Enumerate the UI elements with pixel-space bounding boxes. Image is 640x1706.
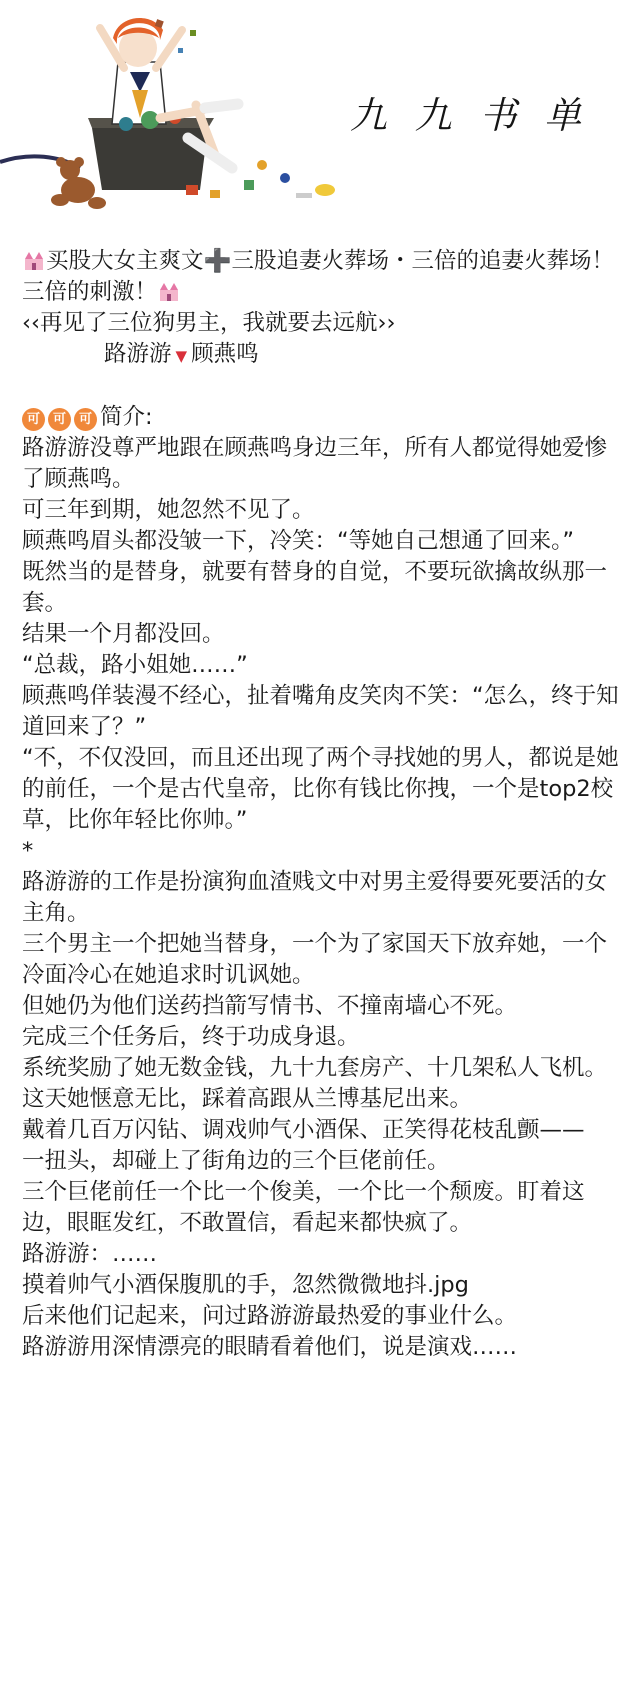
castle-icon bbox=[22, 248, 46, 272]
intro-paragraph: 路游游：…… bbox=[22, 1241, 158, 1267]
badge-icon: 可 bbox=[22, 408, 45, 431]
section-divider: * bbox=[22, 838, 34, 864]
intro-paragraph: 戴着几百万闪钻、调戏帅气小酒保、正笑得花枝乱颤—— bbox=[22, 1117, 585, 1143]
intro-paragraph: 可三年到期，她忽然不见了。 bbox=[22, 497, 315, 523]
intro-paragraph: 一扭头，却碰上了街角边的三个巨佬前任。 bbox=[22, 1148, 450, 1174]
intro-paragraph: 后来他们记起来，问过路游游最热爱的事业什么。 bbox=[22, 1303, 518, 1329]
intro-paragraph: 路游游的工作是扮演狗血渣贱文中对男主爱得要死要活的女主角。 bbox=[22, 869, 608, 926]
female-lead: 路游游 bbox=[104, 341, 172, 367]
intro-paragraph: “总裁，路小姐她……” bbox=[22, 652, 248, 678]
intro-label: 简介: bbox=[100, 404, 153, 430]
intro-heading bbox=[22, 402, 624, 433]
intro-paragraph: 但她仍为他们送药挡箭写情书、不撞南墙心不死。 bbox=[22, 993, 518, 1019]
brand-title: 九 九 书 单 bbox=[350, 94, 590, 137]
intro-paragraph: 三个巨佬前任一个比一个俊美，一个比一个颓废。盯着这边，眼眶发红，不敢置信，看起来都快疯了。 bbox=[22, 1179, 585, 1236]
header bbox=[0, 0, 640, 228]
heart-icon: ▼ bbox=[175, 347, 188, 365]
tagline-text: 买股大女主爽文➕三股追妻火葬场・三倍的追妻火葬场！三倍的刺激！ bbox=[22, 248, 615, 305]
tagline-line bbox=[22, 246, 624, 308]
book-card bbox=[22, 246, 624, 1363]
intro-paragraph: 既然当的是替身，就要有替身的自觉，不要玩欲擒故纵那一套。 bbox=[22, 559, 608, 616]
cartoon-illustration bbox=[0, 0, 350, 225]
intro-paragraph: 系统奖励了她无数金钱，九十九套房产、十几架私人飞机。 bbox=[22, 1055, 608, 1081]
intro-paragraph: 路游游用深情漂亮的眼睛看着他们，说是演戏…… bbox=[22, 1334, 518, 1360]
intro-paragraph: 摸着帅气小酒保腹肌的手，忽然微微地抖.jpg bbox=[22, 1272, 469, 1298]
leads-line bbox=[22, 339, 624, 372]
intro-paragraph: “不，不仅没回，而且还出现了两个寻找她的男人，都说是她的前任，一个是古代皇帝，比你有钱比你拽，一个是top2校草，比你年轻比你帅。” bbox=[22, 745, 619, 833]
intro-paragraph: 这天她惬意无比，踩着高跟从兰博基尼出来。 bbox=[22, 1086, 473, 1112]
intro-paragraph: 结果一个月都没回。 bbox=[22, 621, 225, 647]
intro-paragraph: 顾燕鸣佯装漫不经心，扯着嘴角皮笑肉不笑：“怎么，终于知道回来了？” bbox=[22, 683, 619, 740]
castle-icon bbox=[157, 279, 181, 303]
intro-paragraph: 完成三个任务后，终于功成身退。 bbox=[22, 1024, 360, 1050]
intro-paragraph: 三个男主一个把她当替身，一个为了家国天下放弃她，一个冷面冷心在她追求时讥讽她。 bbox=[22, 931, 608, 988]
badge-icon: 可 bbox=[48, 408, 71, 431]
book-title: ‹‹再见了三位狗男主，我就要去远航›› bbox=[22, 310, 396, 336]
intro-paragraph: 顾燕鸣眉头都没皱一下，冷笑：“等她自己想通了回来。” bbox=[22, 528, 575, 554]
intro-paragraph: 路游游没尊严地跟在顾燕鸣身边三年，所有人都觉得她爱惨了顾燕鸣。 bbox=[22, 435, 608, 492]
male-lead: 顾燕鸣 bbox=[191, 341, 259, 367]
badge-icon: 可 bbox=[74, 408, 97, 431]
